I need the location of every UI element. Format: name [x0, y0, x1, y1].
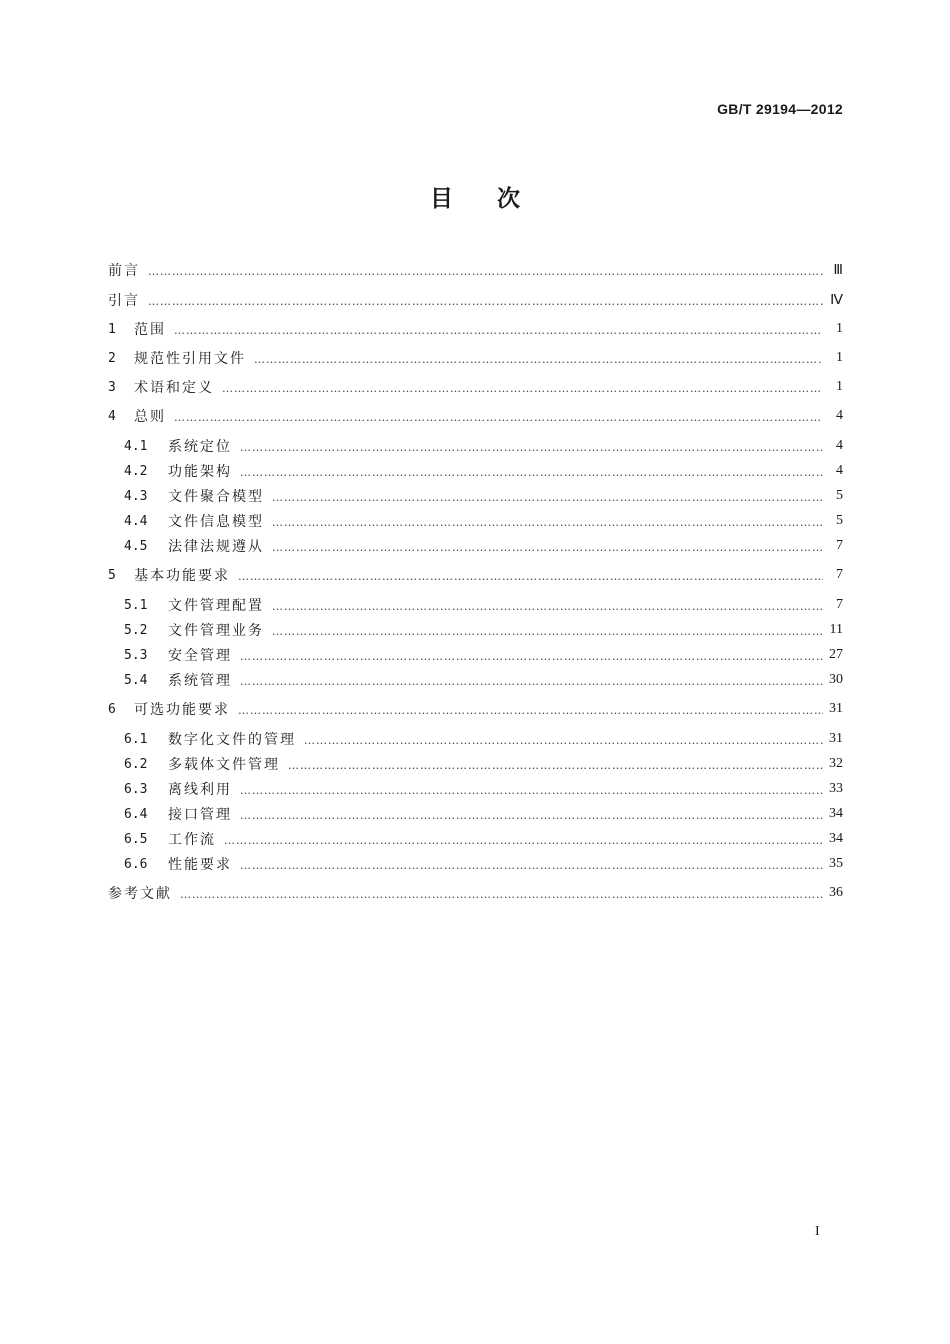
toc-entry-label: 文件信息模型 [168, 514, 264, 530]
toc-entry-number: 4.4 [124, 513, 148, 529]
toc-entry-label: 工作流 [168, 832, 216, 848]
toc-entry-number: 6.2 [124, 756, 148, 772]
toc-entry[interactable] [108, 405, 843, 427]
toc-entry-number: 6.5 [124, 831, 148, 847]
toc-entry[interactable] [108, 594, 843, 616]
toc-leader-dots [272, 625, 823, 638]
toc-entry-number: 4.3 [124, 488, 148, 504]
toc-entry-label: 法律法规遵从 [168, 539, 264, 555]
toc-entry-number: 5.1 [124, 597, 148, 613]
toc-entry[interactable] [108, 728, 843, 750]
toc-entry-number: 4.2 [124, 463, 148, 479]
toc-entry-page: 32 [829, 756, 843, 771]
toc-leader-dots [240, 809, 823, 822]
toc-entry-page: 31 [829, 701, 843, 716]
toc-entry-label: 安全管理 [168, 648, 232, 664]
toc-entry-label: 文件管理业务 [168, 623, 264, 639]
toc-entry-number: 4.1 [124, 438, 148, 454]
toc-entry[interactable] [108, 853, 843, 875]
toc-leader-dots [180, 888, 823, 901]
toc-leader-dots [240, 466, 823, 479]
toc-entry[interactable] [108, 698, 843, 720]
toc-entry[interactable] [108, 347, 843, 369]
toc-entry-page: 1 [836, 379, 843, 394]
standard-code: GB/T 29194—2012 [717, 101, 843, 117]
toc-entry-label: 文件聚合模型 [168, 489, 264, 505]
toc-entry-page: 33 [829, 781, 843, 796]
toc-leader-dots [240, 784, 823, 797]
toc-entry-label: 性能要求 [168, 857, 232, 873]
toc-entry-label: 术语和定义 [134, 380, 214, 396]
toc-leader-dots [304, 734, 823, 747]
toc-entry-page: 34 [829, 831, 843, 846]
toc-entry-page: 1 [836, 321, 843, 336]
toc-entry[interactable] [108, 535, 843, 557]
toc-entry[interactable] [108, 289, 843, 311]
toc-entry-page: 4 [836, 463, 843, 478]
toc-entry[interactable] [108, 778, 843, 800]
toc-leader-dots [272, 600, 823, 613]
toc-entry-page: 27 [829, 647, 843, 662]
toc-entry-label: 引言 [108, 293, 140, 309]
page-folio: I [815, 1224, 820, 1239]
toc-leader-dots [240, 859, 823, 872]
toc-entry-page: 34 [829, 806, 843, 821]
toc-entry-page: 1 [836, 350, 843, 365]
toc-entry-label: 接口管理 [168, 807, 232, 823]
toc-entry-page: 11 [829, 622, 843, 637]
toc-entry-page: Ⅳ [830, 292, 843, 308]
toc-entry[interactable] [108, 460, 843, 482]
toc-entry-number: 3 [108, 379, 116, 395]
toc-leader-dots [222, 382, 823, 395]
toc-entry-page: 7 [836, 538, 843, 553]
toc-leader-dots [272, 516, 823, 529]
toc-entry-number: 1 [108, 321, 116, 337]
toc-entry-label: 范围 [134, 322, 166, 338]
title-char-2: 次 [497, 186, 520, 212]
toc-entry-label: 前言 [108, 263, 140, 279]
toc-entry-number: 5.4 [124, 672, 148, 688]
toc-entry[interactable] [108, 510, 843, 532]
toc-entry[interactable] [108, 669, 843, 691]
toc-entry-number: 6.6 [124, 856, 148, 872]
toc-entry-page: Ⅲ [833, 262, 843, 278]
toc-leader-dots [174, 411, 823, 424]
toc-leader-dots [272, 491, 823, 504]
toc-leader-dots [240, 675, 823, 688]
toc-leader-dots [288, 759, 823, 772]
toc-entry-label: 可选功能要求 [134, 702, 230, 718]
toc-entry-label: 文件管理配置 [168, 598, 264, 614]
toc-leader-dots [254, 353, 823, 366]
toc-entry[interactable] [108, 376, 843, 398]
toc-entry[interactable] [108, 882, 843, 904]
toc-entry-label: 基本功能要求 [134, 568, 230, 584]
toc-entry[interactable] [108, 259, 843, 281]
toc-entry-page: 4 [836, 438, 843, 453]
toc-entry[interactable] [108, 753, 843, 775]
toc-entry-number: 6.4 [124, 806, 148, 822]
title-char-1: 目 [430, 186, 453, 212]
toc-leader-dots [224, 834, 823, 847]
toc-entry-page: 4 [836, 408, 843, 423]
toc-entry[interactable] [108, 828, 843, 850]
toc-leader-dots [272, 541, 823, 554]
toc-entry-page: 7 [836, 567, 843, 582]
toc-leader-dots [240, 650, 823, 663]
toc-entry-label: 总则 [134, 409, 166, 425]
toc-leader-dots [148, 295, 823, 308]
toc-entry[interactable] [108, 485, 843, 507]
toc-entry-number: 5.2 [124, 622, 148, 638]
toc-entry[interactable] [108, 803, 843, 825]
toc-entry-page: 31 [829, 731, 843, 746]
toc-entry[interactable] [108, 435, 843, 457]
toc-leader-dots [148, 265, 823, 278]
page-title [0, 180, 950, 213]
toc-entry-label: 系统管理 [168, 673, 232, 689]
toc-leader-dots [238, 570, 823, 583]
toc-entry-page: 36 [829, 885, 843, 900]
toc-entry-number: 5 [108, 567, 116, 583]
toc-entry-label: 功能架构 [168, 464, 232, 480]
toc-entry-number: 4.5 [124, 538, 148, 554]
toc-entry-label: 参考文献 [108, 886, 172, 902]
toc-entry-page: 35 [829, 856, 843, 871]
toc-entry-number: 6.1 [124, 731, 148, 747]
toc-entry-label: 系统定位 [168, 439, 232, 455]
toc-entry-page: 30 [829, 672, 843, 687]
toc-entry-page: 5 [836, 513, 843, 528]
toc-entry-number: 5.3 [124, 647, 148, 663]
toc-entry-number: 4 [108, 408, 116, 424]
toc-entry-number: 2 [108, 350, 116, 366]
toc-entry-page: 5 [836, 488, 843, 503]
toc-entry-label: 多载体文件管理 [168, 757, 280, 773]
toc-leader-dots [238, 704, 823, 717]
toc-entry[interactable] [108, 564, 843, 586]
toc-leader-dots [240, 441, 823, 454]
toc-entry-number: 6 [108, 701, 116, 717]
toc-entry-label: 数字化文件的管理 [168, 732, 296, 748]
toc-entry[interactable] [108, 619, 843, 641]
toc-leader-dots [174, 324, 823, 337]
toc-entry-label: 离线利用 [168, 782, 232, 798]
toc-entry-number: 6.3 [124, 781, 148, 797]
toc-entry[interactable] [108, 318, 843, 340]
toc-entry-page: 7 [836, 597, 843, 612]
toc-entry-label: 规范性引用文件 [134, 351, 246, 367]
toc-entry[interactable] [108, 644, 843, 666]
